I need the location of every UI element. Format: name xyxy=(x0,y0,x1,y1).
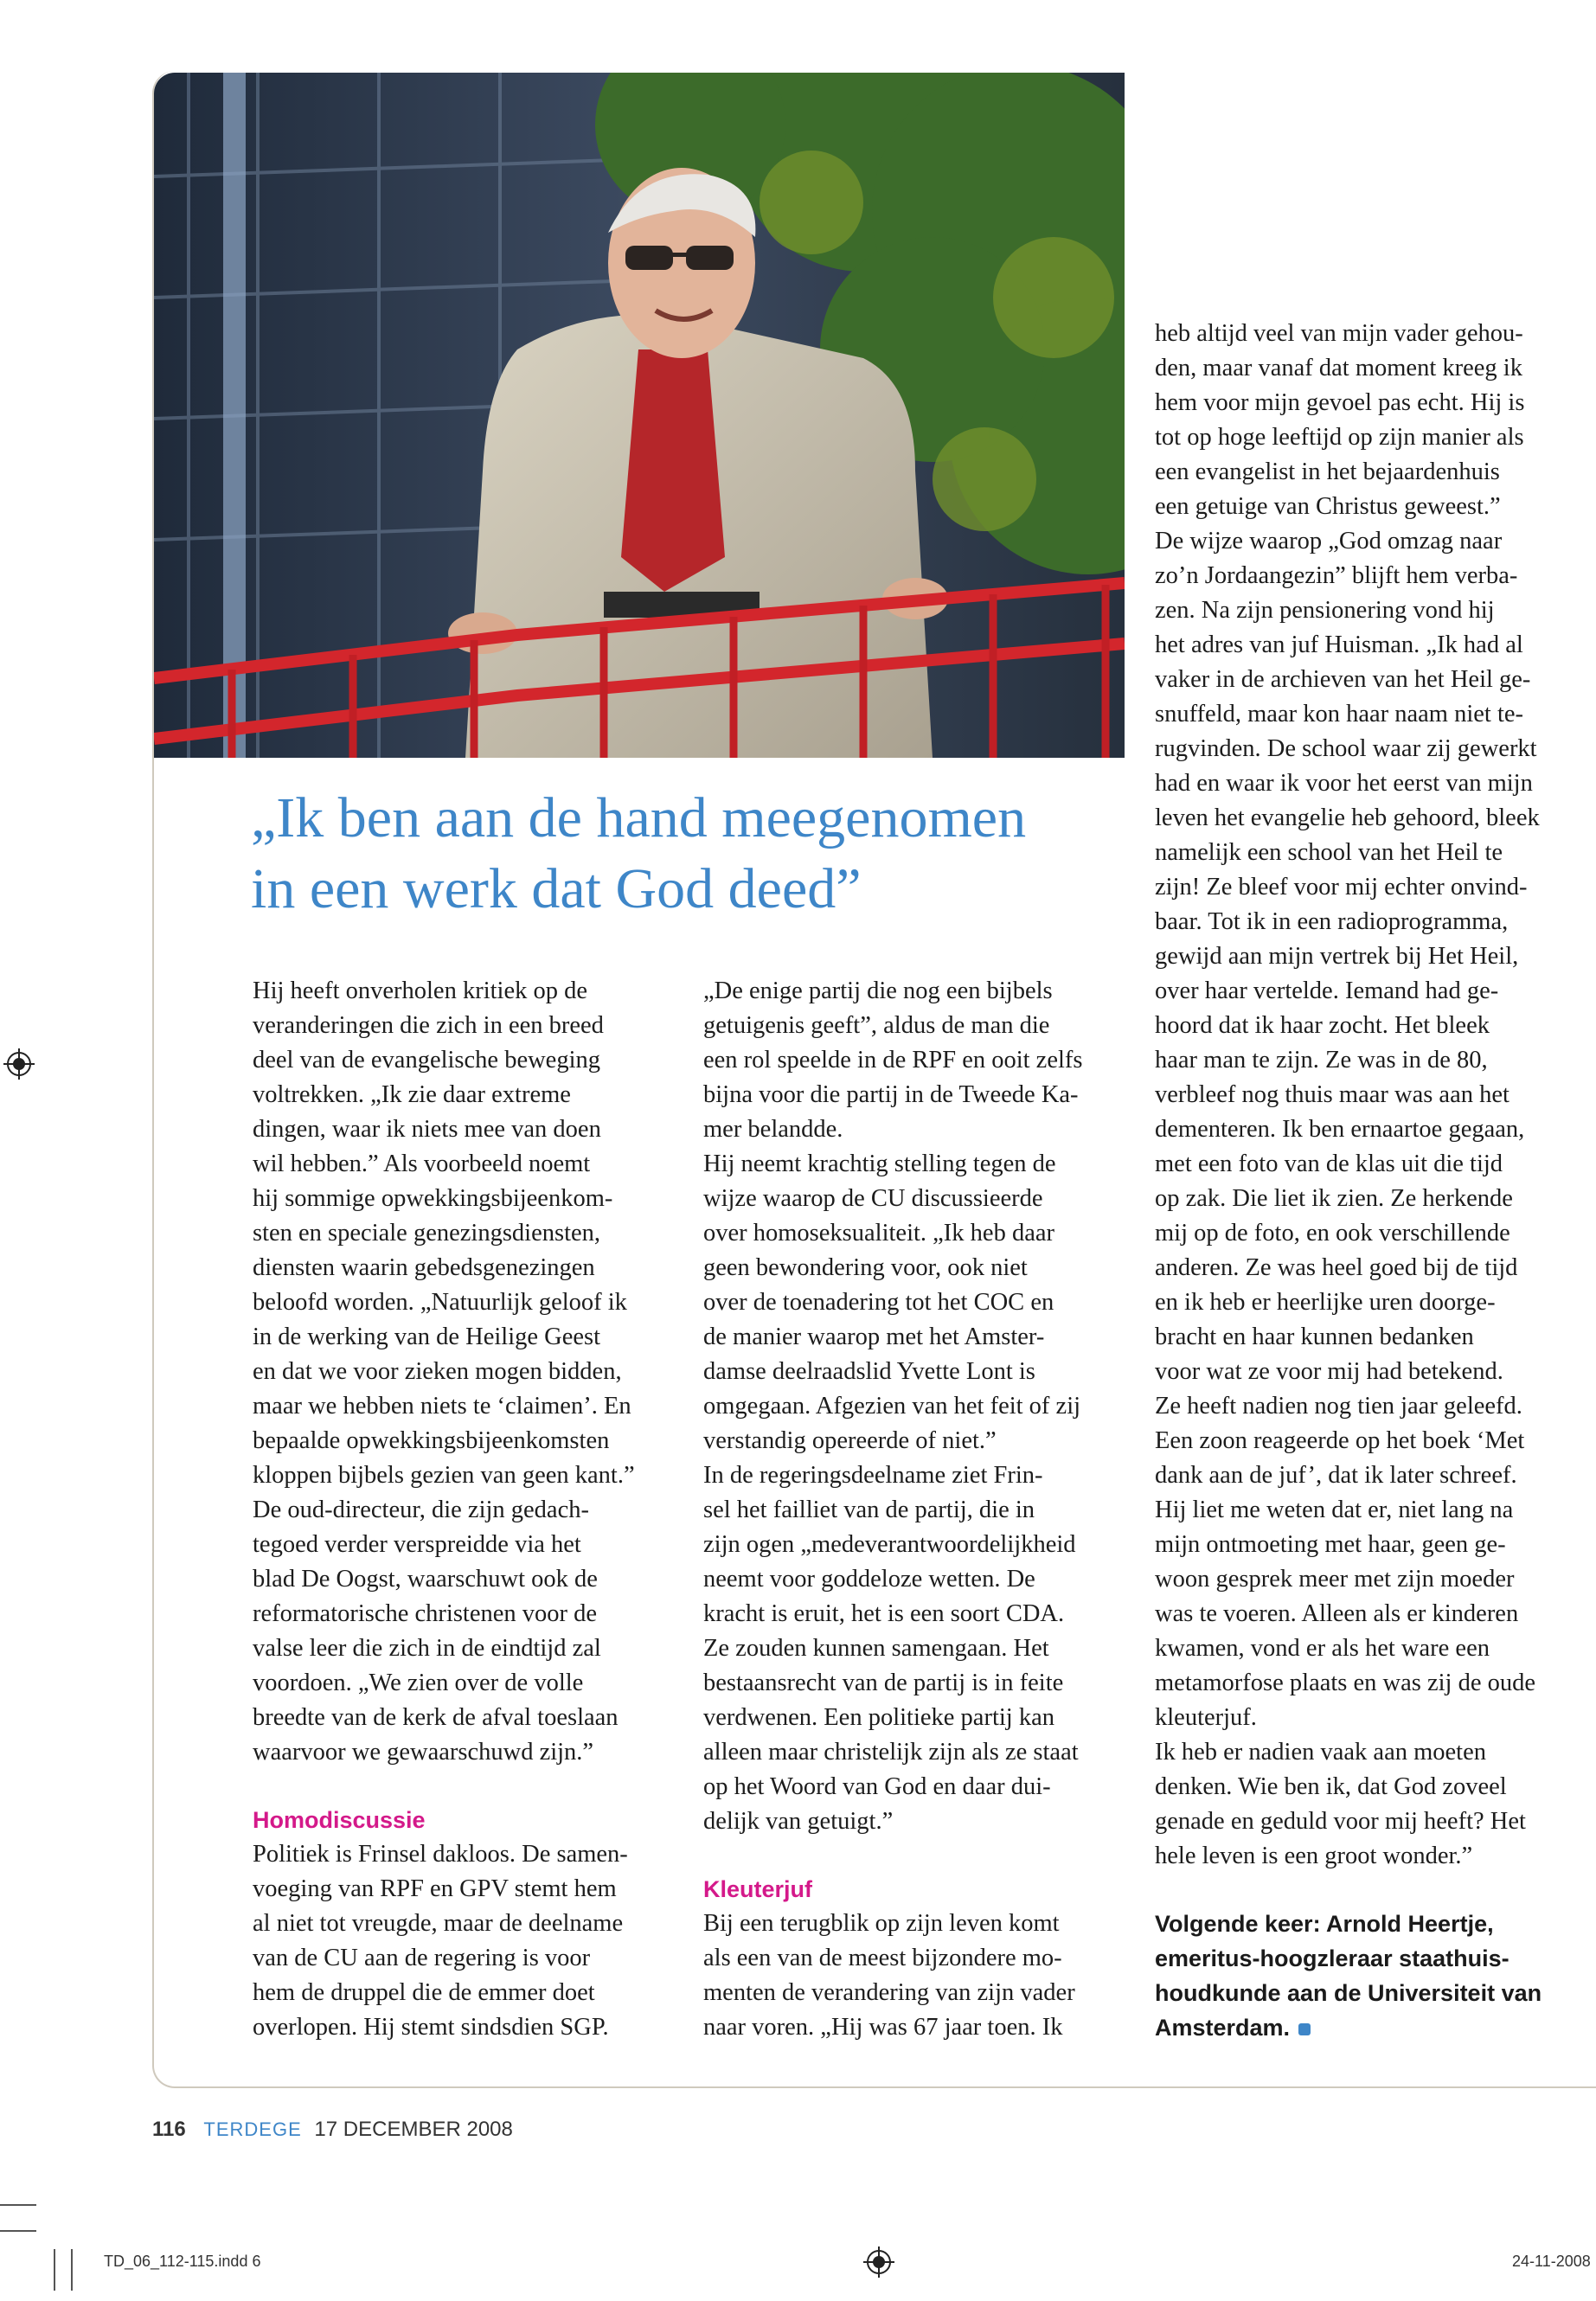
text-line: over de toenadering tot het COC en xyxy=(703,1289,1054,1316)
text-line: zo’n Jordaangezin” blijft hem verba- xyxy=(1155,562,1518,589)
text-line: verstandig opereerde of niet.” xyxy=(703,1427,997,1454)
next-issue-line: emeritus-hoogzleraar staathuis- xyxy=(1155,1945,1509,1971)
text-line: heb altijd veel van mijn vader gehou- xyxy=(1155,320,1523,347)
text-line: vaker in de archieven van het Heil ge- xyxy=(1155,666,1531,693)
text-line: neemt voor goddeloze wetten. De xyxy=(703,1566,1035,1593)
text-line: kloppen bijbels gezien van geen kant.” xyxy=(253,1462,635,1489)
text-line: kwamen, vond er als het ware een xyxy=(1155,1635,1490,1662)
text-line: namelijk een school van het Heil te xyxy=(1155,839,1503,866)
text-line: De wijze waarop „God omzag naar xyxy=(1155,528,1503,554)
text-line: met een foto van de klas uit die tijd xyxy=(1155,1150,1503,1177)
text-line: het adres van juf Huisman. „Ik had al xyxy=(1155,631,1523,658)
text-line: rugvinden. De school waar zij gewerkt xyxy=(1155,735,1537,762)
text-line: een rol speelde in de RPF en ooit zelfs xyxy=(703,1047,1083,1074)
text-line: bestaansrecht van de partij is in feite xyxy=(703,1670,1064,1696)
text-line: sel het failliet van de partij, die in xyxy=(703,1497,1035,1523)
crop-mark xyxy=(71,2249,73,2291)
text-line: een getuige van Christus geweest.” xyxy=(1155,493,1501,520)
text-line: gewijd aan mijn vertrek bij Het Heil, xyxy=(1155,943,1519,970)
text-line: In de regeringsdeelname ziet Frin- xyxy=(703,1462,1043,1489)
text-line: damse deelraadslid Yvette Lont is xyxy=(703,1358,1035,1385)
text-line: Hij heeft onverholen kritiek op de xyxy=(253,977,588,1004)
text-line: bracht en haar kunnen bedanken xyxy=(1155,1324,1474,1350)
text-line: was te voeren. Alleen als er kinderen xyxy=(1155,1600,1519,1627)
text-line: omgegaan. Afgezien van het feit of zij xyxy=(703,1393,1081,1420)
subheading-homodiscussie: Homodiscussie xyxy=(253,1807,426,1833)
portrait-photo xyxy=(154,73,1125,758)
text-line: beloofd worden. „Natuurlijk geloof ik xyxy=(253,1289,627,1316)
crop-mark xyxy=(0,2204,36,2206)
text-line: Ze zouden kunnen samengaan. Het xyxy=(703,1635,1049,1662)
text-line: De oud-directeur, die zijn gedach- xyxy=(253,1497,589,1523)
text-line: voeging van RPF en GPV stemt hem xyxy=(253,1875,617,1902)
text-line: snuffeld, maar kon haar naam niet te- xyxy=(1155,701,1524,727)
slug-date: 24-11-2008 xyxy=(1512,2253,1591,2270)
text-line: metamorfose plaats en was zij de oude xyxy=(1155,1670,1536,1696)
text-line: diensten waarin gebedsgenezingen xyxy=(253,1254,595,1281)
text-line: getuigenis geeft”, aldus de man die xyxy=(703,1012,1050,1039)
text-line: voor wat ze voor mij had betekend. xyxy=(1155,1358,1503,1385)
text-line: een evangelist in het bejaardenhuis xyxy=(1155,458,1500,485)
text-line: deel van de evangelische beweging xyxy=(253,1047,600,1074)
text-line: verbleef nog thuis maar was aan het xyxy=(1155,1081,1509,1108)
text-line: geen bewondering voor, ook niet xyxy=(703,1254,1028,1281)
page-number: 116 xyxy=(152,2118,186,2141)
text-line: zijn! Ze bleef voor mij echter onvind- xyxy=(1155,874,1528,901)
text-line: de manier waarop met het Amster- xyxy=(703,1324,1045,1350)
text-line: woon gesprek meer met zijn moeder xyxy=(1155,1566,1515,1593)
registration-mark-icon xyxy=(863,2247,894,2278)
text-line: mer belandde. xyxy=(703,1116,843,1143)
text-line: mij op de foto, en ook verschillende xyxy=(1155,1220,1510,1247)
text-line: Ik heb er nadien vaak aan moeten xyxy=(1155,1739,1486,1766)
text-line: zijn ogen „medeverantwoordelijkheid xyxy=(703,1531,1076,1558)
text-line: Hij liet me weten dat er, niet lang na xyxy=(1155,1497,1514,1523)
text-column-3 xyxy=(1155,317,1579,2045)
text-line: als een van de meest bijzondere mo- xyxy=(703,1945,1062,1971)
text-line: over haar vertelde. Iemand had ge- xyxy=(1155,977,1499,1004)
text-line: waarvoor we gewaarschuwd zijn.” xyxy=(253,1739,594,1766)
text-line: overlopen. Hij stemt sindsdien SGP. xyxy=(253,2014,609,2041)
text-line: genade en geduld voor mij heeft? Het xyxy=(1155,1808,1526,1835)
paragraph-gap xyxy=(1155,1874,1579,1907)
text-line: op zak. Die liet ik zien. Ze herkende xyxy=(1155,1185,1513,1212)
text-line: en dat we voor zieken mogen bidden, xyxy=(253,1358,622,1385)
text-line: van de CU aan de regering is voor xyxy=(253,1945,591,1971)
text-line: menten de verandering van zijn vader xyxy=(703,1979,1075,2006)
end-of-article-mark xyxy=(1298,2023,1311,2035)
subheading-kleuterjuf: Kleuterjuf xyxy=(703,1876,813,1902)
text-line: leven het evangelie heb gehoord, bleek xyxy=(1155,804,1540,831)
registration-mark-icon xyxy=(3,1048,35,1080)
text-line: sten en speciale genezingsdiensten, xyxy=(253,1220,601,1247)
text-line: anderen. Ze was heel goed bij de tijd xyxy=(1155,1254,1518,1281)
text-line: blad De Oogst, waarschuwt ook de xyxy=(253,1566,598,1593)
text-line: Bij een terugblik op zijn leven komt xyxy=(703,1910,1060,1937)
crop-mark xyxy=(54,2249,55,2291)
text-line: hoord dat ik haar zocht. Het bleek xyxy=(1155,1012,1490,1039)
page-folio xyxy=(152,2118,513,2142)
text-line: maar we hebben niets te ‘claimen’. En xyxy=(253,1393,631,1420)
text-line: „De enige partij die nog een bijbels xyxy=(703,977,1053,1004)
text-line: hele leven is een groot wonder.” xyxy=(1155,1843,1473,1869)
slug-filename: TD_06_112-115.indd 6 xyxy=(104,2253,261,2270)
crop-mark xyxy=(0,2230,36,2232)
issue-date: 17 DECEMBER 2008 xyxy=(314,2118,513,2141)
text-line: in de werking van de Heilige Geest xyxy=(253,1324,601,1350)
magazine-name: TERDEGE xyxy=(203,2118,302,2140)
text-line: kracht is eruit, het is een soort CDA. xyxy=(703,1600,1065,1627)
text-line: voordoen. „We zien over de volle xyxy=(253,1670,584,1696)
text-line: tegoed verder verspreidde via het xyxy=(253,1531,581,1558)
text-line: dementeren. Ik ben ernaartoe gegaan, xyxy=(1155,1116,1525,1143)
text-line: hij sommige opwekkingsbijeenkom- xyxy=(253,1185,613,1212)
text-line: verdwenen. Een politieke partij kan xyxy=(703,1704,1054,1731)
text-line: valse leer die zich in de eindtijd zal xyxy=(253,1635,601,1662)
text-line: al niet tot vreugde, maar de deelname xyxy=(253,1910,624,1937)
text-line: bijna voor die partij in de Tweede Ka- xyxy=(703,1081,1079,1108)
text-line: over homoseksualiteit. „Ik heb daar xyxy=(703,1220,1054,1247)
paragraph-gap xyxy=(253,1770,676,1803)
text-line: hem voor mijn gevoel pas echt. Hij is xyxy=(1155,389,1525,416)
text-line: tot op hoge leeftijd op zijn manier als xyxy=(1155,424,1524,451)
text-line: kleuterjuf. xyxy=(1155,1704,1257,1731)
text-line: baar. Tot ik in een radioprogramma, xyxy=(1155,908,1509,935)
text-line: had en waar ik voor het eerst van mijn xyxy=(1155,770,1533,797)
next-issue-text: Amsterdam. xyxy=(1155,2015,1291,2041)
text-line: wil hebben.” Als voorbeeld noemt xyxy=(253,1150,591,1177)
text-line: Ze heeft nadien nog tien jaar geleefd. xyxy=(1155,1393,1522,1420)
paragraph-gap xyxy=(703,1839,1127,1872)
text-line: dingen, waar ik niets mee van doen xyxy=(253,1116,601,1143)
text-line: op het Woord van God en daar dui- xyxy=(703,1773,1051,1800)
text-column-1 xyxy=(253,974,676,2045)
text-line: denken. Wie ben ik, dat God zoveel xyxy=(1155,1773,1507,1800)
headline-line: in een werk dat God deed” xyxy=(251,857,862,920)
next-issue-line-last xyxy=(1155,2010,1579,2045)
text-line: dank aan de juf’, dat ik later schreef. xyxy=(1155,1462,1517,1489)
article-headline xyxy=(251,783,1116,925)
text-line: mijn ontmoeting met haar, geen ge- xyxy=(1155,1531,1506,1558)
text-line: Een zoon reageerde op het boek ‘Met xyxy=(1155,1427,1525,1454)
text-line: en ik heb er heerlijke uren doorge- xyxy=(1155,1289,1496,1316)
text-line: Hij neemt krachtig stelling tegen de xyxy=(703,1150,1056,1177)
text-line: Politiek is Frinsel dakloos. De samen- xyxy=(253,1841,628,1868)
text-line: voltrekken. „Ik zie daar extreme xyxy=(253,1081,571,1108)
text-line: delijk van getuigt.” xyxy=(703,1808,894,1835)
text-line: reformatorische christenen voor de xyxy=(253,1600,598,1627)
text-line: hem de druppel die de emmer doet xyxy=(253,1979,595,2006)
text-line: haar man te zijn. Ze was in de 80, xyxy=(1155,1047,1488,1074)
text-line: den, maar vanaf dat moment kreeg ik xyxy=(1155,355,1522,381)
text-line: breedte van de kerk de afval toeslaan xyxy=(253,1704,619,1731)
next-issue-line: Volgende keer: Arnold Heertje, xyxy=(1155,1911,1494,1937)
text-line: veranderingen die zich in een breed xyxy=(253,1012,604,1039)
headline-line: „Ik ben aan de hand meegenomen xyxy=(251,786,1027,849)
text-line: zen. Na zijn pensionering vond hij xyxy=(1155,597,1495,624)
text-line: wijze waarop de CU discussieerde xyxy=(703,1185,1043,1212)
text-line: alleen maar christelijk zijn als ze staat xyxy=(703,1739,1079,1766)
text-column-2 xyxy=(703,974,1127,2045)
text-line: naar voren. „Hij was 67 jaar toen. Ik xyxy=(703,2014,1063,2041)
text-line: bepaalde opwekkingsbijeenkomsten xyxy=(253,1427,610,1454)
next-issue-line: houdkunde aan de Universiteit van xyxy=(1155,1980,1542,2006)
